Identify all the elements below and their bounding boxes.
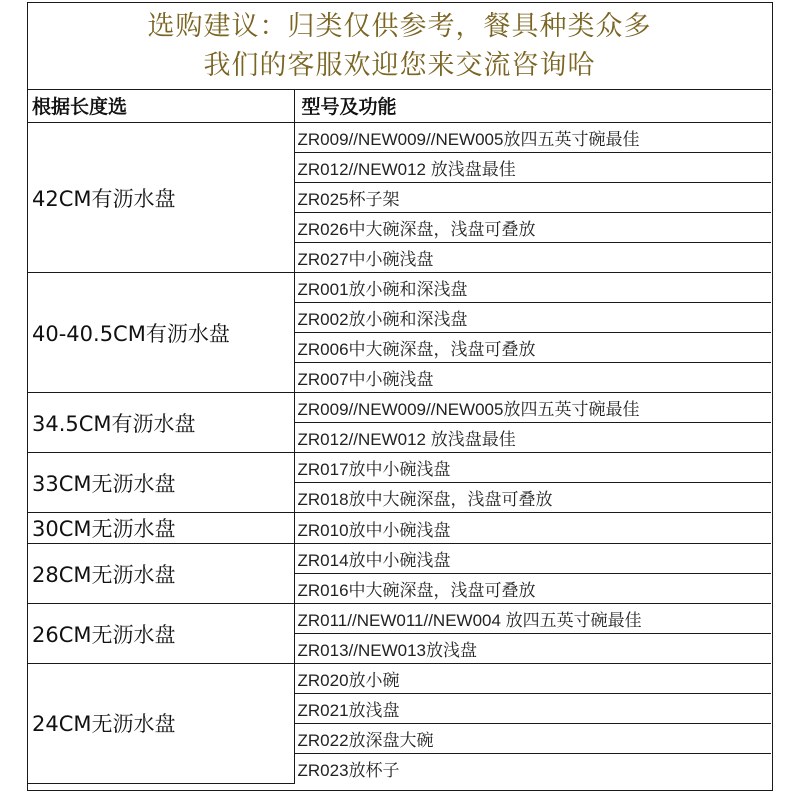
table-row	[28, 273, 771, 303]
model-description: ZR018放中大碗深盘，浅盘可叠放	[294, 483, 771, 513]
model-table	[28, 89, 771, 784]
table-row	[28, 664, 771, 694]
model-description: ZR023放杯子	[294, 754, 771, 784]
advice-line-1: 选购建议：归类仅供参考，餐具种类众多	[147, 11, 652, 42]
length-category: 34.5CM有沥水盘	[28, 393, 294, 453]
model-description: ZR012//NEW012 放浅盘最佳	[294, 153, 771, 183]
recommendation-table-frame	[27, 2, 773, 791]
length-category: 26CM无沥水盘	[28, 604, 294, 664]
table-row	[28, 453, 771, 483]
table-row	[28, 123, 771, 153]
table-row	[28, 604, 771, 634]
header-model: 型号及功能	[294, 89, 771, 123]
advice-line-2: 我们的客服欢迎您来交流咨询哈	[203, 50, 596, 81]
model-description: ZR001放小碗和深浅盘	[294, 273, 771, 303]
model-description: ZR007中小碗浅盘	[294, 363, 771, 393]
model-description: ZR013//NEW013放浅盘	[294, 634, 771, 664]
model-description: ZR010放中小碗浅盘	[294, 513, 771, 544]
model-description: ZR016中大碗深盘，浅盘可叠放	[294, 574, 771, 604]
table-header-row	[28, 89, 771, 123]
length-category: 33CM无沥水盘	[28, 453, 294, 513]
table-row	[28, 544, 771, 574]
model-description: ZR027中小碗浅盘	[294, 243, 771, 273]
length-category: 30CM无沥水盘	[28, 513, 294, 544]
model-description: ZR017放中小碗浅盘	[294, 453, 771, 483]
table-row	[28, 513, 771, 544]
model-description: ZR009//NEW009//NEW005放四五英寸碗最佳	[294, 123, 771, 153]
length-category: 24CM无沥水盘	[28, 664, 294, 784]
table-row	[28, 393, 771, 423]
model-description: ZR020放小碗	[294, 664, 771, 694]
model-description: ZR011//NEW011//NEW004 放四五英寸碗最佳	[294, 604, 771, 634]
header-length: 根据长度选	[28, 89, 294, 123]
model-description: ZR014放中小碗浅盘	[294, 544, 771, 574]
model-description: ZR002放小碗和深浅盘	[294, 303, 771, 333]
model-description: ZR026中大碗深盘，浅盘可叠放	[294, 213, 771, 243]
model-description: ZR021放浅盘	[294, 694, 771, 724]
model-description: ZR022放深盘大碗	[294, 724, 771, 754]
length-category: 40-40.5CM有沥水盘	[28, 273, 294, 393]
model-description: ZR009//NEW009//NEW005放四五英寸碗最佳	[294, 393, 771, 423]
length-category: 28CM无沥水盘	[28, 544, 294, 604]
model-description: ZR012//NEW012 放浅盘最佳	[294, 423, 771, 453]
length-category: 42CM有沥水盘	[28, 123, 294, 273]
advice-banner	[28, 3, 771, 90]
model-description: ZR025杯子架	[294, 183, 771, 213]
model-description: ZR006中大碗深盘，浅盘可叠放	[294, 333, 771, 363]
